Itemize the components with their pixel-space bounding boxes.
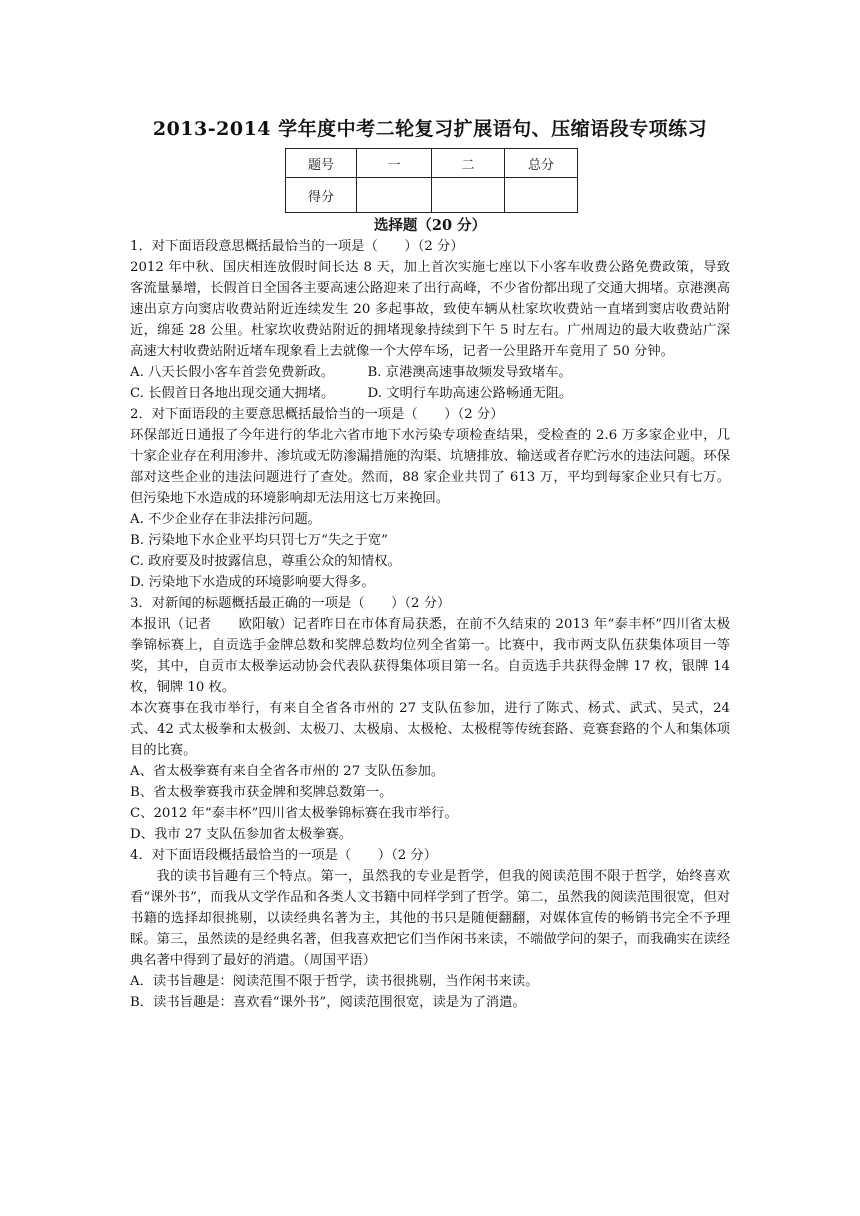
question-2-stem: 2．对下面语段的主要意思概括最恰当的一项是（ ）（2 分）	[130, 407, 504, 422]
question-2-option-b: B. 污染地下水企业平均只罚七万“失之于宽”	[130, 533, 388, 548]
score-cell-empty	[432, 178, 505, 213]
question-1-passage: 2012 年中秋、国庆相连放假时间长达 8 天，加上首次实施七座以下小客车收费公路免费政策，导致客流量暴增，长假首日全国各主要高速公路迎来了出行高峰，不少省份都出现了交通大拥堵。京港澳高速出京方向窦店收费站附近连续发生 20 多起事故，致使车辆从杜家坎收费站一直堵到窦店收费站附近，绵延 28 公里。杜家坎收费站附近的拥堵现象持续到下午 5 时左右。广州周边的最大收费站广深高速大村收费站附近堵车现象看上去就像一个大停车场，记者一公里路开车竟用了 50 分钟。	[130, 260, 730, 359]
question-3-passage-2: 本次赛事在我市举行，有来自全省各市州的 27 支队伍参加，进行了陈式、杨式、武式、吴式，24 式、42 式太极拳和太极剑、太极刀、太极扇、太极枪、太极棍等传统套路、竞赛套路的个人和集体项目的比赛。	[130, 701, 730, 758]
question-4-passage: 我的读书旨趣有三个特点。第一，虽然我的专业是哲学，但我的阅读范围不限于哲学，始终喜欢看“课外书”，而我从文学作品和各类人文书籍中同样学到了哲学。第二，虽然我的阅读范围很宽，但对书籍的选择却很挑剔，以读经典名著为主，其他的书只是随便翻翻，对媒体宣传的畅销书完全不予理睬。第三，虽然读的是经典名著，但我喜欢把它们当作闲书来读，不端做学问的架子，而我确实在读经典名著中得到了最好的消遣。（周国平语）	[130, 869, 730, 968]
question-4-option-b: B．读书旨趣是：喜欢看“课外书”，阅读范围很宽，读是为了消遣。	[130, 995, 526, 1010]
question-4-stem: 4．对下面语段概括最恰当的一项是（ ）（2 分）	[130, 848, 438, 863]
question-2-passage: 环保部近日通报了今年进行的华北六省市地下水污染专项检查结果，受检查的 2.6 万多家企业中，几十家企业存在利用渗井、渗坑或无防渗漏措施的沟渠、坑塘排放、输送或者存贮污水的违法问题。环保部对这些企业的违法问题进行了查处。然而，88 家企业共罚了 613 万，平均到每家企业只有七万。但污染地下水造成的环境影响却无法用这七万来挽回。	[130, 428, 730, 506]
question-2-option-a: A. 不少企业存在非法排污问题。	[130, 512, 321, 527]
document-title: 2013-2014 学年度中考二轮复习扩展语句、压缩语段专项练习	[152, 118, 708, 140]
section-title: 选择题（20 分）	[373, 217, 487, 234]
question-3-option-a: A、省太极拳赛有来自全省各市州的 27 支队伍参加。	[130, 764, 445, 779]
score-cell-empty	[505, 178, 578, 213]
score-table	[285, 148, 578, 213]
score-cell-empty	[357, 178, 432, 213]
score-header-cell: 二	[432, 149, 505, 178]
question-3-option-d: D、我市 27 支队伍参加省太极拳赛。	[130, 827, 353, 842]
score-header-cell: 一	[357, 149, 432, 178]
question-3-stem: 3．对新闻的标题概括最正确的一项是（ ）（2 分）	[130, 596, 451, 611]
question-1-options-cd: C. 长假首日各地出现交通大拥堵。 D. 文明行车助高速公路畅通无阻。	[130, 386, 573, 401]
question-4-option-a: A．读书旨趣是：阅读范围不限于哲学，读书很挑剔，当作闲书来读。	[130, 974, 539, 989]
question-2-option-c: C. 政府要及时披露信息，尊重公众的知情权。	[130, 554, 401, 569]
score-header-cell: 总分	[505, 149, 578, 178]
question-3-option-c: C、2012 年“泰丰杯”四川省太极拳锦标赛在我市举行。	[130, 806, 458, 821]
score-table-score-row	[286, 178, 578, 213]
score-row-label: 得分	[286, 178, 357, 213]
question-1-options-ab: A. 八天长假小客车首尝免费新政。 B. 京港澳高速事故频发导致堵车。	[130, 365, 572, 380]
question-1-stem: 1．对下面语段意思概括最恰当的一项是（ ）（2 分）	[130, 239, 464, 254]
question-3-passage-1: 本报讯（记者 欧阳敏）记者昨日在市体育局获悉，在前不久结束的 2013 年“泰丰杯”四川省太极拳锦标赛上，自贡选手金牌总数和奖牌总数均位列全省第一。比赛中，我市两支队伍获集体项目一等奖，其中，自贡市太极拳运动协会代表队获得集体项目第一名。自贡选手共获得金牌 17 枚，银牌 14 枚，铜牌 10 枚。	[130, 617, 730, 695]
document-body	[130, 236, 730, 1013]
question-2-option-d: D. 污染地下水造成的环境影响要大得多。	[130, 575, 375, 590]
score-header-cell: 题号	[286, 149, 357, 178]
question-3-option-b: B、省太极拳赛我市获金牌和奖牌总数第一。	[130, 785, 393, 800]
score-table-header-row	[286, 149, 578, 178]
